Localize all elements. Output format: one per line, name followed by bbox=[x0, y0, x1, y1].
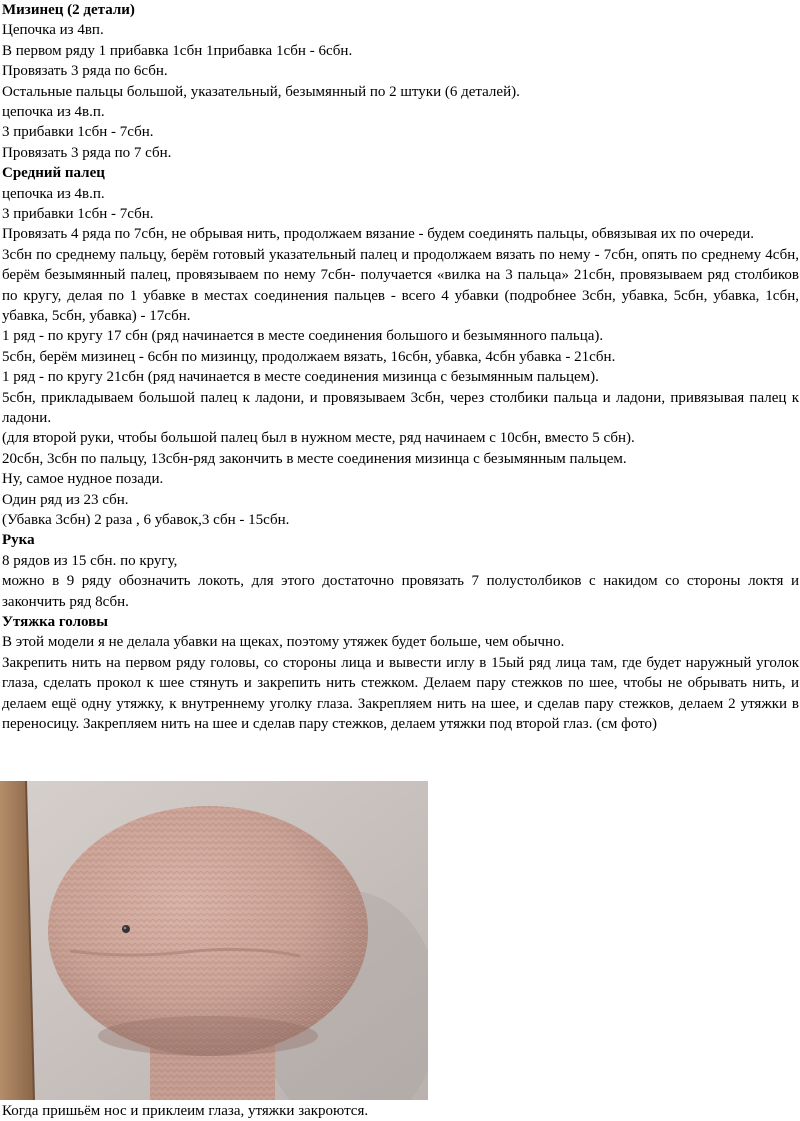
paragraph: Один ряд из 23 сбн. bbox=[2, 491, 129, 508]
paragraph: можно в 9 ряду обозначить локоть, для этого достаточно провязать 7 полустолбиков с накидом со стороны локтя и закончить ряд 8сбн. bbox=[2, 573, 799, 610]
paragraph: 20сбн, 3сбн по пальцу, 13сбн-ряд закончить в месте соединения мизинца с безымянным пальцем. bbox=[2, 450, 627, 467]
paragraph: Закрепить нить на первом ряду головы, со стороны лица и вывести иглу в 15ый ряд лица там, где будет наружный уголок глаза, сделать прокол к шее стянуть и закрепить нить стежком. Делаем пару стежков по шее, чтобы не обрывать нить, и делаем ещё одну утяжку, к внутреннему уголку глаза. Закрепляем нить на шее, и сделав пару стежков, делаем 2 утяжки в переносицу. Закрепляем нить на шее и сделав пару стежков, делаем утяжки под второй глаз. (см фото) bbox=[2, 654, 799, 733]
text-line: Провязать 3 ряда по 6сбн. bbox=[2, 63, 168, 80]
text-line: 3 прибавки 1сбн - 7сбн. bbox=[2, 205, 154, 222]
text-line: цепочка из 4в.п. bbox=[2, 185, 105, 202]
text-line: 3 прибавки 1сбн - 7сбн. bbox=[2, 124, 154, 141]
text-line: В первом ряду 1 прибавка 1сбн 1прибавка 1сбн - 6сбн. bbox=[2, 42, 353, 59]
paragraph: 5сбн, прикладываем большой палец к ладони, и провязываем 3сбн, через столбики пальца и ладони, привязывая палец к ладони. bbox=[2, 389, 799, 426]
document-page bbox=[2, 0, 799, 734]
paragraph: Ну, самое нудное позади. bbox=[2, 471, 164, 488]
text-line: Провязать 3 ряда по 7 сбн. bbox=[2, 144, 172, 161]
paragraph: (для второй руки, чтобы большой палец был в нужном месте, ряд начинаем с 10сбн, вместо 5 сбн). bbox=[2, 430, 635, 447]
section-heading-middle-finger: Средний палец bbox=[2, 165, 105, 182]
text-line: Остальные пальцы большой, указательный, безымянный по 2 штуки (6 деталей). bbox=[2, 83, 520, 100]
doll-head-photo bbox=[0, 781, 428, 1100]
paragraph: 1 ряд - по кругу 17 сбн (ряд начинается в месте соединения большого и безымянного пальца). bbox=[2, 328, 604, 345]
paragraph: 8 рядов из 15 сбн. по кругу, bbox=[2, 552, 178, 569]
text-line: Цепочка из 4вп. bbox=[2, 22, 104, 39]
section-heading-pinky: Мизинец (2 детали) bbox=[2, 2, 135, 18]
section-heading-arm: Рука bbox=[2, 532, 35, 549]
paragraph: Провязать 4 ряда по 7сбн, не обрывая нить, продолжаем вязание - будем соединять пальцы, обвязывая их по очереди. bbox=[2, 226, 754, 243]
section-heading-head-shaping: Утяжка головы bbox=[2, 614, 108, 630]
paragraph: 3сбн по среднему пальцу, берём готовый указательный палец и продолжаем вязать по нему - 7сбн, опять по среднему 4сбн, берём безымянный палец, провязываем по нему 7сбн- получается «вилка на 3 пальца» 21сбн, провязываем ряд столбиков по кругу, делая по 1 убавке в местах соединения пальцев - всего 4 убавки (подробнее 3сбн, убавка, 5сбн, убавка, 1сбн, убавка, 5сбн, убавка) - 17сбн. bbox=[2, 246, 799, 324]
doll-head-image bbox=[0, 781, 428, 1100]
text-line: цепочка из 4в.п. bbox=[2, 103, 105, 120]
paragraph: 5сбн, берём мизинец - 6сбн по мизинцу, продолжаем вязать, 16сбн, убавка, 4сбн убавка - 21сбн. bbox=[2, 348, 616, 365]
paragraph: 1 ряд - по кругу 21сбн (ряд начинается в месте соединения мизинца с безымянным пальцем). bbox=[2, 369, 599, 386]
photo-caption: Когда пришьём нос и приклеим глаза, утяжки закроются. bbox=[2, 1103, 369, 1119]
paragraph: В этой модели я не делала убавки на щеках, поэтому утяжек будет больше, чем обычно. bbox=[2, 634, 565, 651]
paragraph: (Убавка 3сбн) 2 раза , 6 убавок,3 сбн - 15сбн. bbox=[2, 511, 290, 528]
